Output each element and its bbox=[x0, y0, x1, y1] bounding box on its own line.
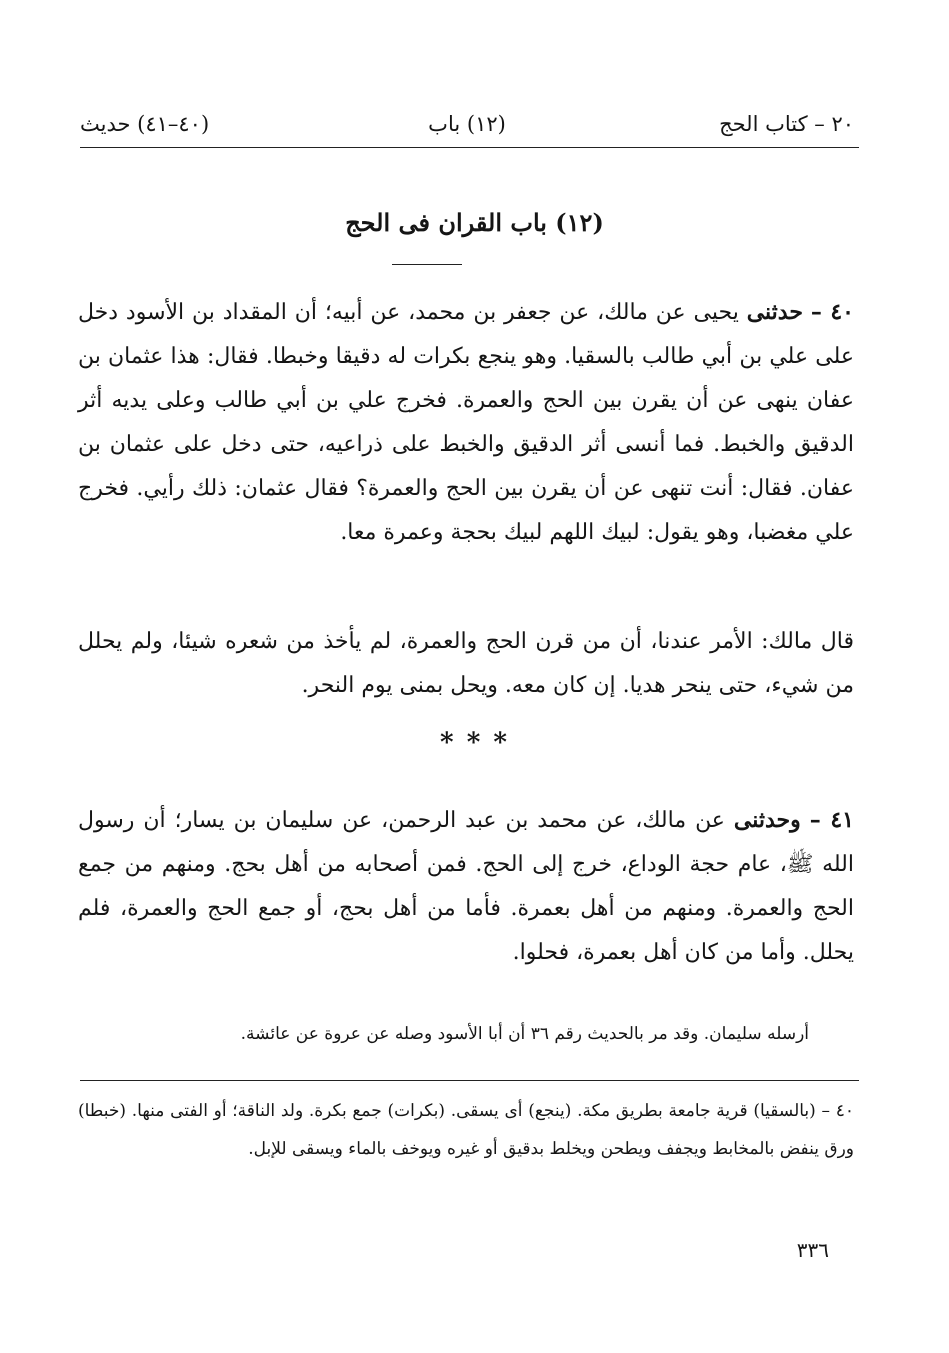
hadith-41-number: ٤١ – bbox=[809, 807, 854, 833]
malik-note: قال مالك: الأمر عندنا، أن من قرن الحج والعمرة، لم يأخذ من شعره شيئا، ولم يحلل من شيء، حتى ينحر هديا. إن كان معه. ويحل بمنى يوم النحر. bbox=[78, 629, 854, 698]
footnote-rule bbox=[80, 1080, 859, 1081]
hadith-40-lead: حدثنى bbox=[746, 299, 803, 325]
chapter-title: (١٢) باب القران فى الحج bbox=[345, 208, 604, 237]
running-header bbox=[80, 112, 854, 142]
title-rule bbox=[392, 264, 462, 265]
page-number: ٣٣٦ bbox=[796, 1238, 829, 1262]
hadith-41-text: عن مالك، عن محمد بن عبد الرحمن، عن سليمان بن يسار؛ أن رسول الله ﷺ، عام حجة الوداع، خرج إلى الحج. فمن أصحابه من أهل بحج. ومنهم من جمع الحج والعمرة. ومنهم من أهل بعمرة. فأما من أهل بحج، أو جمع الحج والعمرة، فلم يحلل. وأما من كان أهل بعمرة، فحلوا. bbox=[78, 808, 854, 965]
header-hadith-range: (٤٠–٤١) حديث bbox=[80, 112, 210, 136]
hadith-40-number: ٤٠ – bbox=[810, 299, 854, 325]
section-separator: * * * bbox=[440, 728, 509, 758]
header-book-title: ٢٠ – كتاب الحج bbox=[719, 112, 854, 136]
header-chapter: (١٢) باب bbox=[428, 112, 506, 136]
footnote: ٤٠ – (بالسقيا) قرية جامعة بطريق مكة. (ينجع) أى يسقى. (بكرات) جمع بكرة. ولد الناقة؛ أو الفتى منها. (خبطا) ورق ينفض بالمخابط ويجفف ويطحن ويخلط بدقيق أو غيره ويوخف بالماء ويسقى للإبل. bbox=[78, 1101, 854, 1159]
hadith-40-text: يحيى عن مالك، عن جعفر بن محمد، عن أبيه؛ أن المقداد بن الأسود دخل على علي بن أبي طالب بالسقيا. وهو ينجع بكرات له دقيقا وخبطا. فقال: هذا عثمان بن عفان ينهى عن أن يقرن بين الحج والعمرة. فخرج علي بن أبي طالب وعلى يديه أثر الدقيق والخبط. فما أنسى أثر الدقيق والخبط على ذراعيه، حتى دخل على عثمان بن عفان. فقال: أنت تنهى عن أن يقرن بين الحج والعمرة؟ فقال عثمان: ذلك رأيي. فخرج علي مغضبا، وهو يقول: لبيك اللهم لبيك بحجة وعمرة معا. bbox=[78, 300, 854, 545]
header-rule bbox=[80, 147, 859, 148]
hadith-40 bbox=[78, 290, 854, 555]
hadith-41 bbox=[78, 798, 854, 975]
hadith-41-lead: وحدثنى bbox=[733, 807, 801, 833]
attribution-note: أرسله سليمان. وقد مر بالحديث رقم ٣٦ أن أبا الأسود وصله عن عروة عن عائشة. bbox=[240, 1024, 809, 1044]
